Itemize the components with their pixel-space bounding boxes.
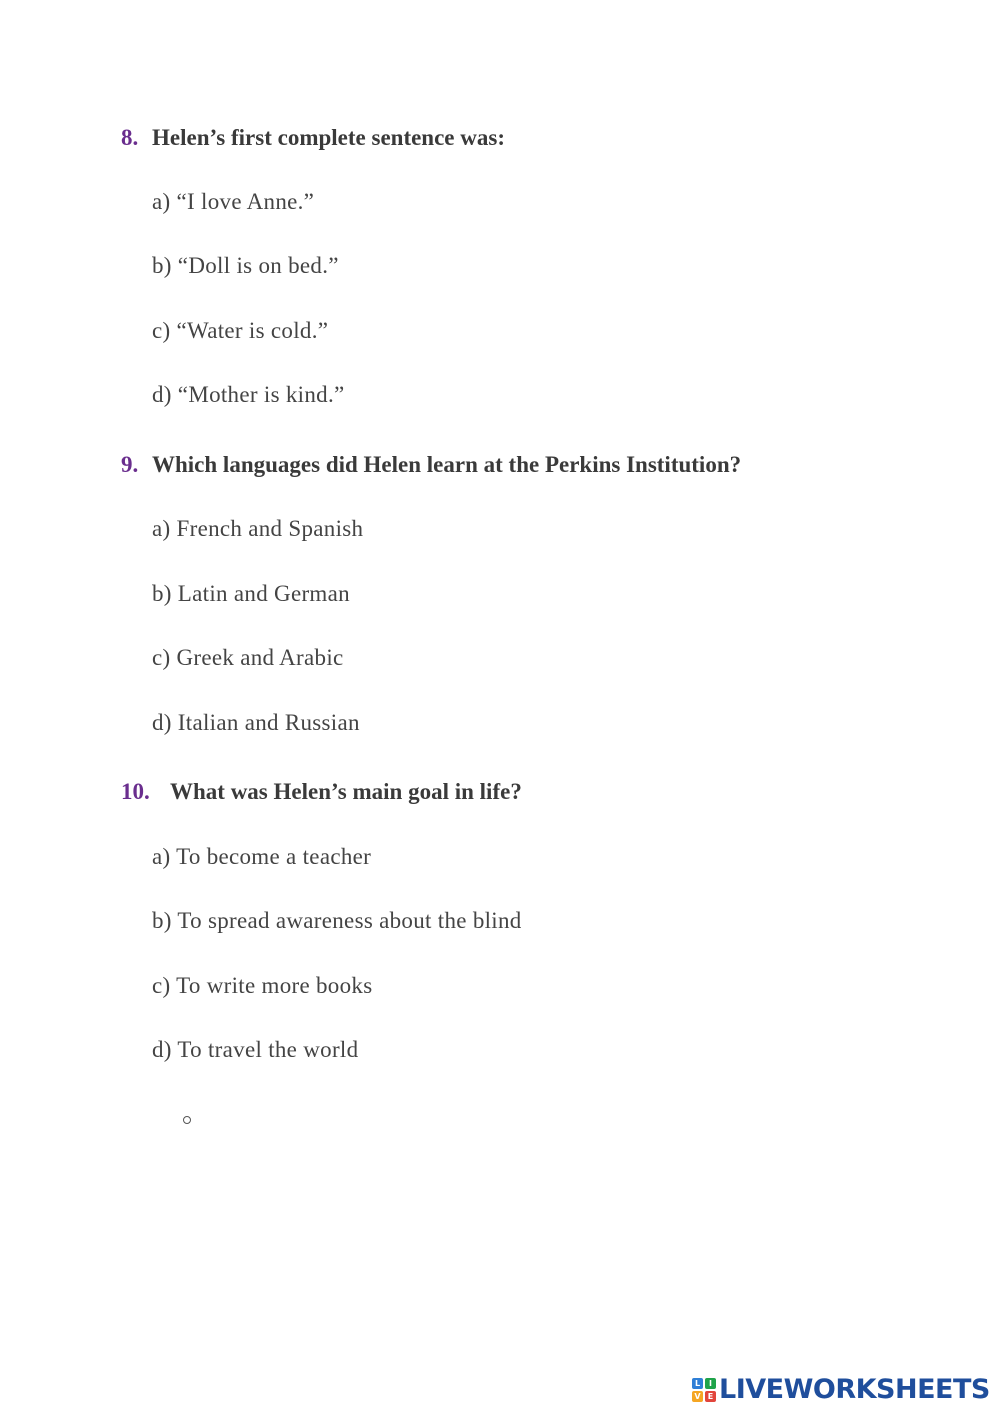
question-8-option-d[interactable]: d) “Mother is kind.” — [152, 382, 345, 407]
question-text: What was Helen’s main goal in life? — [170, 779, 522, 804]
question-8 — [121, 124, 505, 152]
question-10-option-b[interactable]: b) To spread awareness about the blind — [152, 908, 522, 933]
question-9-option-a[interactable]: a) French and Spanish — [152, 516, 364, 541]
question-9 — [121, 451, 741, 479]
question-text: Which languages did Helen learn at the Perkins Institution? — [152, 452, 742, 477]
logo-square: L — [692, 1378, 703, 1389]
question-10 — [121, 778, 522, 806]
logo-square: I — [705, 1378, 716, 1389]
liveworksheets-logo — [692, 1374, 990, 1406]
question-number: 9. — [121, 452, 139, 477]
question-8-option-c[interactable]: c) “Water is cold.” — [152, 318, 329, 343]
question-10-option-a[interactable]: a) To become a teacher — [152, 844, 372, 869]
logo-square: E — [705, 1391, 716, 1402]
logo-square: V — [692, 1391, 703, 1402]
question-8-option-b[interactable]: b) “Doll is on bed.” — [152, 253, 339, 278]
question-8-option-a[interactable]: a) “I love Anne.” — [152, 189, 315, 214]
list-bullet — [183, 1116, 191, 1124]
question-10-option-c[interactable]: c) To write more books — [152, 973, 373, 998]
question-9-option-d[interactable]: d) Italian and Russian — [152, 710, 360, 735]
question-10-option-d[interactable]: d) To travel the world — [152, 1037, 359, 1062]
question-number: 10. — [121, 779, 150, 804]
question-text: Helen’s first complete sentence was: — [152, 125, 505, 150]
logo-grid-icon — [692, 1378, 716, 1402]
question-9-option-c[interactable]: c) Greek and Arabic — [152, 645, 344, 670]
question-number: 8. — [121, 125, 139, 150]
logo-text: LIVEWORKSHEETS — [719, 1374, 990, 1405]
question-9-option-b[interactable]: b) Latin and German — [152, 581, 350, 606]
